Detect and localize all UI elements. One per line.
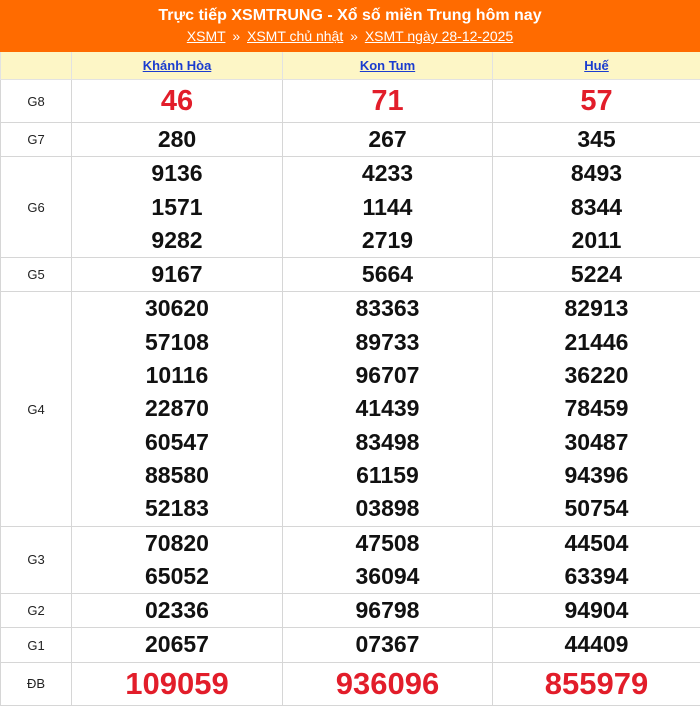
- result-number: 36094: [283, 560, 492, 593]
- prize-label: G1: [1, 628, 72, 662]
- result-cell: [72, 258, 283, 292]
- result-cell: [72, 123, 283, 157]
- breadcrumb-xsmt-sunday[interactable]: XSMT chủ nhật: [247, 28, 343, 44]
- result-number: 44504: [493, 527, 700, 560]
- result-number: 5664: [283, 258, 492, 291]
- page-title: Trực tiếp XSMTRUNG - Xổ số miền Trung hôm nay: [0, 6, 700, 26]
- result-number: 89733: [283, 326, 492, 359]
- result-number: 94904: [493, 594, 700, 627]
- result-cell: [493, 80, 700, 123]
- result-number: 83363: [283, 292, 492, 325]
- province-header: [283, 52, 493, 80]
- result-number: 65052: [72, 560, 282, 593]
- result-number: 345: [493, 123, 700, 156]
- province-header: [72, 52, 283, 80]
- table-row: [1, 526, 700, 594]
- result-cell: [493, 292, 700, 526]
- table-row: [1, 157, 700, 258]
- result-number: 9282: [72, 224, 282, 257]
- result-number: 57: [493, 80, 700, 122]
- result-cell: [72, 526, 283, 594]
- province-link-kon-tum[interactable]: Kon Tum: [360, 58, 415, 73]
- result-number: 88580: [72, 459, 282, 492]
- result-number: 5224: [493, 258, 700, 291]
- result-cell: [72, 157, 283, 258]
- table-row: [1, 123, 700, 157]
- table-row: [1, 628, 700, 662]
- prize-column-header: [1, 52, 72, 80]
- result-number: 280: [72, 123, 282, 156]
- result-cell: [72, 662, 283, 705]
- result-cell: [72, 594, 283, 628]
- result-cell: [283, 292, 493, 526]
- result-number: 41439: [283, 392, 492, 425]
- result-cell: [72, 80, 283, 123]
- result-number: 02336: [72, 594, 282, 627]
- province-header: [493, 52, 700, 80]
- result-number: 1571: [72, 191, 282, 224]
- result-number: 61159: [283, 459, 492, 492]
- result-number: 8344: [493, 191, 700, 224]
- prize-label: G5: [1, 258, 72, 292]
- breadcrumb-xsmt[interactable]: XSMT: [187, 28, 226, 44]
- prize-label: G7: [1, 123, 72, 157]
- result-number: 47508: [283, 527, 492, 560]
- prize-label: G2: [1, 594, 72, 628]
- result-number: 96707: [283, 359, 492, 392]
- result-cell: [283, 258, 493, 292]
- result-number: 855979: [493, 663, 700, 705]
- result-number: 96798: [283, 594, 492, 627]
- page-header: [0, 0, 700, 52]
- prize-label: G8: [1, 80, 72, 123]
- result-number: 83498: [283, 426, 492, 459]
- result-cell: [493, 526, 700, 594]
- result-number: 2011: [493, 224, 700, 257]
- breadcrumb-separator: »: [229, 28, 243, 44]
- province-link-hue[interactable]: Huế: [584, 58, 609, 73]
- result-cell: [493, 628, 700, 662]
- result-cell: [283, 157, 493, 258]
- result-cell: [283, 123, 493, 157]
- result-number: 78459: [493, 392, 700, 425]
- result-number: 52183: [72, 492, 282, 525]
- result-cell: [283, 594, 493, 628]
- result-cell: [493, 662, 700, 705]
- prize-label: G3: [1, 526, 72, 594]
- result-cell: [72, 628, 283, 662]
- result-cell: [72, 292, 283, 526]
- result-cell: [493, 594, 700, 628]
- prize-label: ĐB: [1, 662, 72, 705]
- breadcrumb-xsmt-date[interactable]: XSMT ngày 28-12-2025: [365, 28, 513, 44]
- result-number: 20657: [72, 628, 282, 661]
- result-number: 57108: [72, 326, 282, 359]
- province-link-khanh-hoa[interactable]: Khánh Hòa: [143, 58, 212, 73]
- result-cell: [493, 157, 700, 258]
- result-number: 44409: [493, 628, 700, 661]
- result-number: 267: [283, 123, 492, 156]
- table-row: [1, 258, 700, 292]
- result-number: 9136: [72, 157, 282, 190]
- table-row: [1, 662, 700, 705]
- result-number: 109059: [72, 663, 282, 705]
- table-header-row: [1, 52, 700, 80]
- result-cell: [493, 258, 700, 292]
- result-number: 03898: [283, 492, 492, 525]
- result-number: 1144: [283, 191, 492, 224]
- result-number: 2719: [283, 224, 492, 257]
- result-cell: [283, 526, 493, 594]
- result-number: 70820: [72, 527, 282, 560]
- result-number: 82913: [493, 292, 700, 325]
- result-number: 8493: [493, 157, 700, 190]
- breadcrumb: [0, 27, 700, 45]
- result-number: 36220: [493, 359, 700, 392]
- prize-label: G6: [1, 157, 72, 258]
- result-number: 30620: [72, 292, 282, 325]
- result-number: 4233: [283, 157, 492, 190]
- result-cell: [493, 123, 700, 157]
- prize-label: G4: [1, 292, 72, 526]
- result-cell: [283, 662, 493, 705]
- result-number: 30487: [493, 426, 700, 459]
- table-row: [1, 594, 700, 628]
- result-number: 94396: [493, 459, 700, 492]
- result-number: 46: [72, 80, 282, 122]
- breadcrumb-separator: »: [347, 28, 361, 44]
- result-cell: [283, 80, 493, 123]
- result-number: 10116: [72, 359, 282, 392]
- results-table: [0, 52, 700, 706]
- result-number: 21446: [493, 326, 700, 359]
- result-number: 60547: [72, 426, 282, 459]
- result-number: 22870: [72, 392, 282, 425]
- result-number: 71: [283, 80, 492, 122]
- result-number: 07367: [283, 628, 492, 661]
- result-number: 50754: [493, 492, 700, 525]
- table-row: [1, 292, 700, 526]
- result-number: 936096: [283, 663, 492, 705]
- result-number: 63394: [493, 560, 700, 593]
- result-number: 9167: [72, 258, 282, 291]
- result-cell: [283, 628, 493, 662]
- table-row: [1, 80, 700, 123]
